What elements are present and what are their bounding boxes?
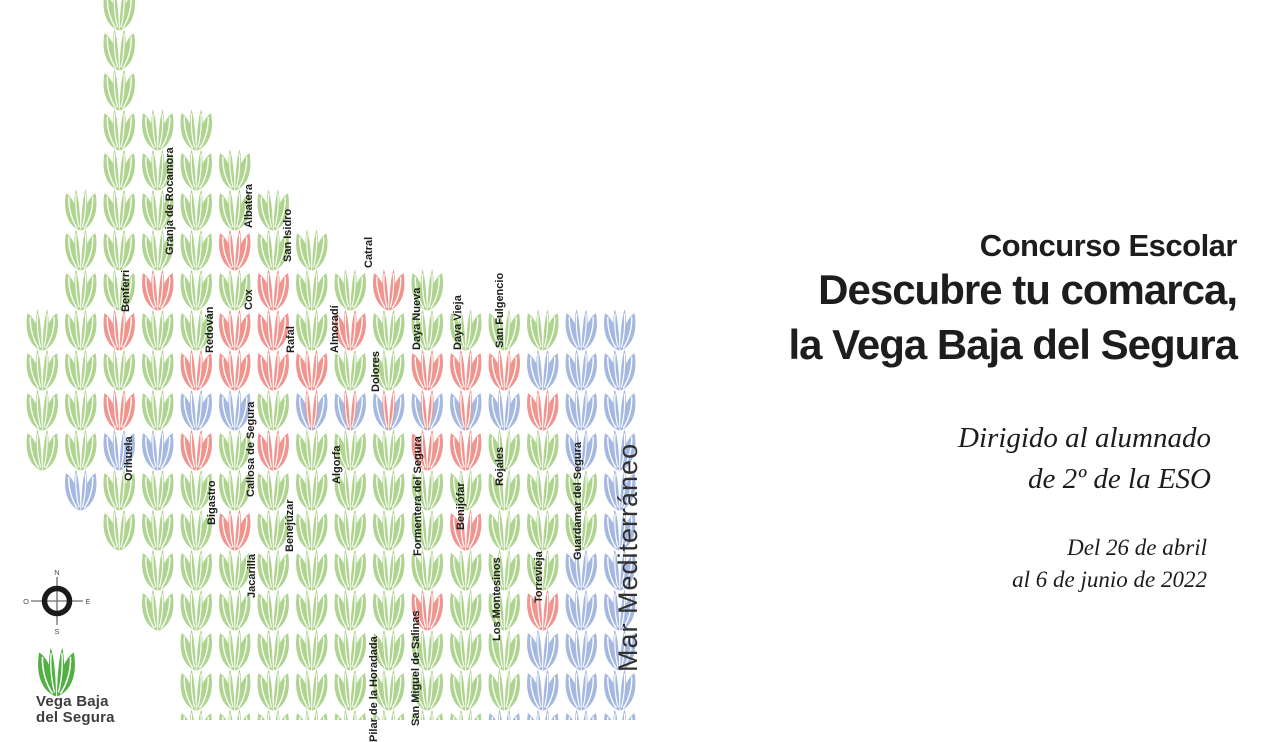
town-label: Albatera <box>243 183 255 228</box>
tulip-cell <box>258 593 289 631</box>
tulip-cell <box>335 713 366 720</box>
tulip-cell <box>296 713 327 720</box>
town-label: Bigastro <box>206 480 218 525</box>
tulip-grid <box>27 0 636 720</box>
town-label: Dolores <box>370 351 382 392</box>
town-label: San Isidro <box>282 208 294 262</box>
tulip-cell <box>181 673 212 711</box>
tulip-cell <box>190 709 203 720</box>
tulip-cell <box>450 553 481 591</box>
town-label: Cox <box>243 289 255 310</box>
tulip-cell <box>489 513 520 551</box>
tulip-cell <box>219 673 250 711</box>
tulip-cell <box>258 273 289 311</box>
tulip-cell <box>450 433 481 471</box>
audience-line1: Dirigido al alumnado <box>958 422 1211 454</box>
tulip-cell <box>566 673 597 711</box>
tulip-cell <box>566 393 597 431</box>
tulip-cell <box>498 709 511 720</box>
tulip-cell <box>536 709 549 720</box>
contest-title-line1: Descubre tu comarca, <box>818 266 1237 313</box>
tulip-cell <box>219 513 250 551</box>
town-label: Benferri <box>120 269 132 312</box>
tulip-cell <box>604 713 635 720</box>
tulip-cell <box>181 433 212 471</box>
tulip-cell <box>335 593 366 631</box>
town-label: Callosa de Segura <box>245 401 257 497</box>
dates-text <box>788 532 1207 596</box>
tulip-cell <box>450 713 481 720</box>
tulip-cell <box>373 593 404 631</box>
tulip-cell <box>219 353 250 391</box>
tulip-cell <box>382 709 395 720</box>
tulip-cell <box>527 513 558 551</box>
tulip-cell <box>450 393 481 431</box>
tulip-cell <box>258 633 289 671</box>
tulip-cell <box>104 233 135 271</box>
tulip-cell <box>412 393 443 431</box>
tulip-cell <box>142 473 173 511</box>
tulip-cell <box>27 353 58 391</box>
compass-n-label: N <box>54 568 60 577</box>
logo-tulip-icon <box>38 652 75 696</box>
tulip-cell <box>335 393 366 431</box>
tulip-cell <box>527 633 558 671</box>
town-label: San Miguel de Salinas <box>410 610 422 726</box>
tulip-cell <box>228 709 241 720</box>
tulip-cell <box>65 233 96 271</box>
town-label: Formentera del Segura <box>412 436 424 556</box>
town-label: San Fulgencio <box>494 272 506 348</box>
tulip-cell <box>296 473 327 511</box>
logo-text-line2: del Segura <box>36 709 115 726</box>
tulip-cell <box>296 633 327 671</box>
tulip-cell <box>527 713 558 720</box>
tulip-cell <box>181 153 212 191</box>
town-label: Daya Nueva <box>411 287 423 350</box>
town-label: Almoradí <box>329 305 341 353</box>
dates-line1: Del 26 de abril <box>1067 535 1207 560</box>
tulip-cell <box>373 513 404 551</box>
town-label: Benijófar <box>455 482 467 530</box>
tulip-cell <box>142 593 173 631</box>
tulip-cell <box>566 313 597 351</box>
tulip-cell <box>566 353 597 391</box>
town-label: Daya Vieja <box>452 295 464 350</box>
tulip-cell <box>335 553 366 591</box>
tulip-cell <box>296 233 327 271</box>
compass-rose <box>23 568 90 636</box>
tulip-cell <box>373 473 404 511</box>
tulip-cell <box>489 673 520 711</box>
tulip-cell <box>258 353 289 391</box>
tulip-cell <box>604 673 635 711</box>
tulip-cell <box>65 393 96 431</box>
town-label: Benejúzar <box>284 499 296 552</box>
tulip-cell <box>181 113 212 151</box>
tulip-cell <box>181 353 212 391</box>
town-label: Catral <box>363 236 375 268</box>
tulip-cell <box>613 709 626 720</box>
town-label: Jacarilla <box>246 553 258 598</box>
town-label: Torrevieja <box>533 551 545 603</box>
tulip-cell <box>142 313 173 351</box>
tulip-cell <box>566 593 597 631</box>
tulip-cell <box>219 633 250 671</box>
tulip-cell <box>104 153 135 191</box>
tulip-cell <box>575 709 588 720</box>
tulip-cell <box>65 353 96 391</box>
compass-w-label: O <box>23 597 29 606</box>
town-label: Rojales <box>494 446 506 486</box>
tulip-cell <box>450 633 481 671</box>
tulip-cell <box>267 709 280 720</box>
tulip-cell <box>258 433 289 471</box>
tulip-cell <box>450 593 481 631</box>
tulip-cell <box>65 193 96 231</box>
tulip-cell <box>450 353 481 391</box>
tulip-cell <box>142 353 173 391</box>
tulip-cell <box>527 673 558 711</box>
tulip-cell <box>421 709 434 720</box>
tulip-cell <box>65 433 96 471</box>
tulip-cell <box>181 593 212 631</box>
tulip-cell <box>27 313 58 351</box>
tulip-cell <box>65 313 96 351</box>
tulip-cell <box>566 633 597 671</box>
tulip-cell <box>142 553 173 591</box>
tulip-cell <box>258 553 289 591</box>
town-label: Algorfa <box>331 445 343 484</box>
tulip-cell <box>335 673 366 711</box>
audience-text <box>788 418 1211 500</box>
tulip-cell <box>373 313 404 351</box>
tulip-cell <box>142 273 173 311</box>
tulip-cell <box>219 593 250 631</box>
tulip-cell <box>412 353 443 391</box>
logo-text <box>36 694 115 726</box>
tulip-cell <box>296 433 327 471</box>
tulip-cell <box>296 513 327 551</box>
tulip-cell <box>104 393 135 431</box>
tulip-cell <box>450 673 481 711</box>
tulip-cell <box>296 673 327 711</box>
tulip-cell <box>65 473 96 511</box>
tulip-cell <box>527 353 558 391</box>
tulip-cell <box>296 593 327 631</box>
tulip-cell <box>65 273 96 311</box>
tulip-cell <box>181 713 212 720</box>
tulip-cell <box>104 313 135 351</box>
town-label: Rafal <box>285 326 297 353</box>
tulip-cell <box>104 0 135 31</box>
tulip-cell <box>219 313 250 351</box>
tulip-cell <box>181 393 212 431</box>
tulip-cell <box>373 553 404 591</box>
tulip-cell <box>296 553 327 591</box>
compass-e-label: E <box>85 597 91 606</box>
tulip-cell <box>489 713 520 720</box>
tulip-cell <box>566 713 597 720</box>
tulip-cell <box>27 433 58 471</box>
tulip-cell <box>104 33 135 71</box>
town-label: Orihuela <box>123 436 135 481</box>
tulip-cell <box>104 353 135 391</box>
tulip-cell <box>604 393 635 431</box>
tulip-cell <box>527 393 558 431</box>
town-label: Los Montesinos <box>491 557 503 641</box>
tulip-cell <box>296 393 327 431</box>
tulip-cell <box>219 713 250 720</box>
tulip-cell <box>335 513 366 551</box>
tulip-cell <box>335 633 366 671</box>
tulip-cell <box>181 193 212 231</box>
tulip-cell <box>412 553 443 591</box>
audience-line2: de 2º de la ESO <box>1028 463 1211 495</box>
tulip-cell <box>258 713 289 720</box>
sea-label: Mar Mediterráneo <box>613 442 643 672</box>
town-label: Granja de Rocamora <box>164 147 176 255</box>
tulip-cell <box>181 273 212 311</box>
vega-baja-logo-mark <box>38 648 75 697</box>
tulip-cell <box>181 553 212 591</box>
tulip-cell <box>104 73 135 111</box>
tulip-cell <box>373 273 404 311</box>
tulip-cell <box>527 433 558 471</box>
tulip-cell <box>142 113 173 151</box>
tulip-cell <box>373 433 404 471</box>
tulip-cell <box>296 313 327 351</box>
tulip-cell <box>459 709 472 720</box>
title-block <box>788 230 1237 596</box>
tulip-cell <box>258 393 289 431</box>
tulip-cell <box>344 709 357 720</box>
contest-kicker: Concurso Escolar <box>979 228 1237 263</box>
tulip-cell <box>604 313 635 351</box>
contest-title-line2: la Vega Baja del Segura <box>788 321 1237 368</box>
tulip-cell <box>104 513 135 551</box>
tulip-cell <box>258 673 289 711</box>
tulip-cell <box>104 113 135 151</box>
tulip-cell <box>142 393 173 431</box>
town-label: Redován <box>204 306 216 353</box>
tulip-cell <box>219 233 250 271</box>
tulip-cell <box>296 353 327 391</box>
tulip-cell <box>181 233 212 271</box>
logo-text-line1: Vega Baja <box>36 693 109 710</box>
tulip-cell <box>527 473 558 511</box>
tulip-cell <box>489 353 520 391</box>
dates-line2: al 6 de junio de 2022 <box>1012 567 1207 592</box>
tulip-cell <box>335 353 366 391</box>
tulip-cell <box>142 433 173 471</box>
tulip-cell <box>604 353 635 391</box>
compass-s-label: S <box>54 627 60 636</box>
tulip-cell <box>305 709 318 720</box>
town-label: Pilar de la Horadada <box>368 636 380 742</box>
tulip-cell <box>373 393 404 431</box>
tulip-cell <box>104 193 135 231</box>
town-label: Guardamar del Segura <box>572 442 584 560</box>
tulip-cell <box>181 633 212 671</box>
tulip-cell <box>142 513 173 551</box>
tulip-cell <box>296 273 327 311</box>
tulip-cell <box>27 393 58 431</box>
tulip-cell <box>527 313 558 351</box>
tulip-cell <box>489 393 520 431</box>
